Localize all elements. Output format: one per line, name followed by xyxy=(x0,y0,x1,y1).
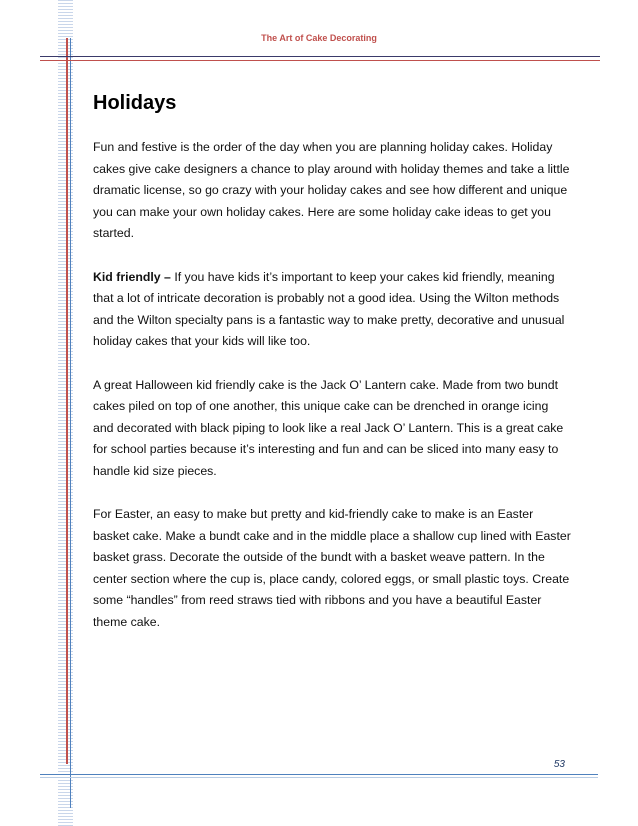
footer-rule-light xyxy=(40,777,598,778)
paragraph-easter xyxy=(93,504,571,634)
running-header-title: The Art of Cake Decorating xyxy=(261,33,377,43)
header-rule xyxy=(40,56,600,57)
left-red-rule xyxy=(66,38,68,764)
page-content xyxy=(93,90,571,655)
paragraph-text: A great Halloween kid friendly cake is the Jack O’ Lantern cake. Made from two bundt cakes piled on top of one another, this unique cake can be drenched in orange icing and decorated with black piping to look like a real Jack O’ Lantern. This is a great cake for school parties because it’s interesting and fun and can be sliced into many easy to handle kid size pieces. xyxy=(93,377,564,478)
paragraph-intro xyxy=(93,137,571,245)
left-blue-rule xyxy=(70,38,71,808)
section-heading: Holidays xyxy=(93,92,177,114)
paragraph-kid-friendly xyxy=(93,267,571,353)
paragraph-text: For Easter, an easy to make but pretty and kid-friendly cake to make is an Easter basket cake. Make a bundt cake and in the middle place a shallow cup lined with Easter basket grass. Decorate the outside of the bundt with a basket weave pattern. In the center section where the cup is, place candy, colored eggs, or small plastic toys. Create some “handles” from reed straws tied with ribbons and you have a beautiful Easter theme cake. xyxy=(93,507,571,630)
paragraph-text: If you have kids it’s important to keep your cakes kid friendly, meaning that a lot of intricate decoration is probably not a good idea. Using the Wilton methods and the Wilton specialty pans is a fantastic way to make pretty, decorative and unusual holiday cakes that your kids will like too. xyxy=(93,269,565,349)
footer-rule xyxy=(40,774,598,775)
header-rule-accent xyxy=(40,60,600,61)
page-number: 53 xyxy=(553,759,565,770)
paragraph-halloween xyxy=(93,375,571,483)
paragraph-text: Fun and festive is the order of the day when you are planning holiday cakes. Holiday cakes give cake designers a chance to play around with holiday themes and take a little dramatic license, so go crazy with your holiday cakes and see how different and unique you can make your own holiday cakes. Here are some holiday cake ideas to get you started. xyxy=(93,140,570,241)
paragraph-lead: Kid friendly – xyxy=(93,269,175,284)
